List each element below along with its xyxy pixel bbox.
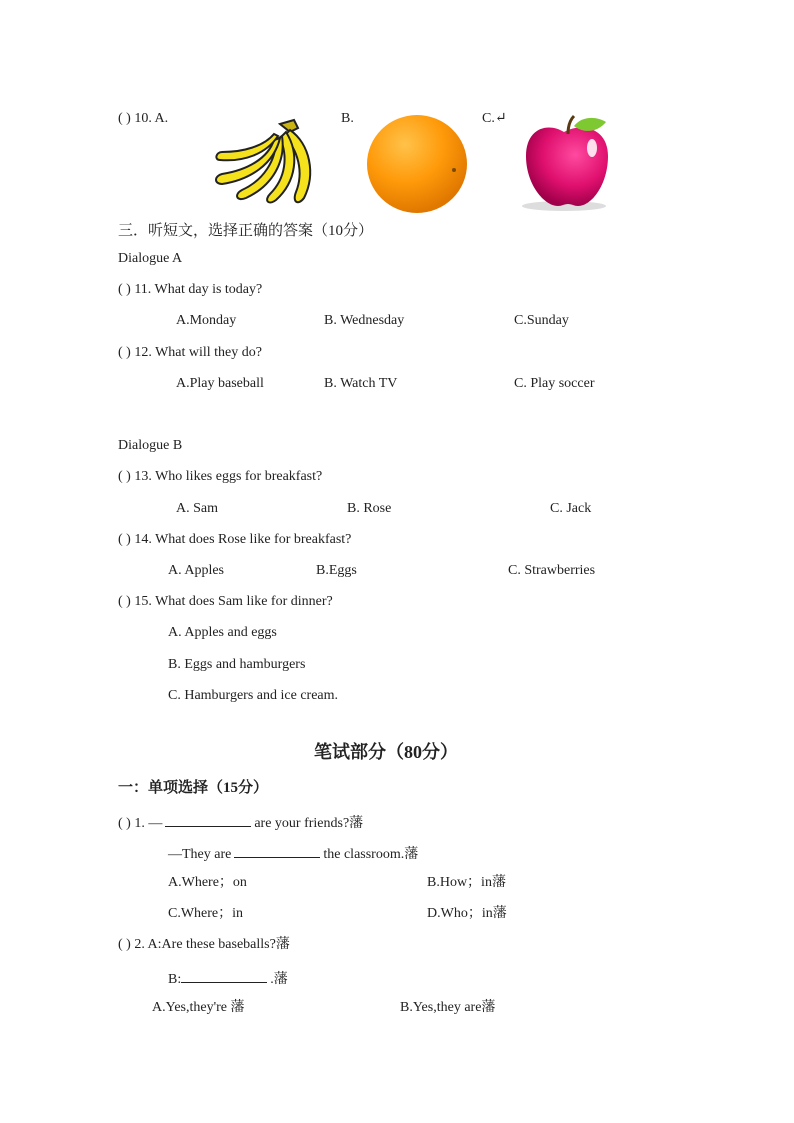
q1-stem-prefix: ( ) 1. — — [118, 816, 163, 831]
q15-stem: ( ) 15. What does Sam like for dinner? — [118, 594, 333, 609]
q1-option-c: C.Where；in — [168, 906, 244, 921]
q14-option-b: B.Eggs — [316, 563, 357, 578]
q2-answer-suffix: .藩 — [270, 972, 288, 987]
q11-option-a: A.Monday — [176, 313, 237, 328]
q1-reply-suffix: the classroom.藩 — [323, 847, 419, 862]
q12-option-b: B. Watch TV — [324, 376, 398, 391]
q1-blank-1[interactable] — [165, 812, 251, 827]
dialogue-a-label: Dialogue A — [118, 251, 183, 266]
q1-option-a: A.Where；on — [168, 875, 247, 890]
q12-stem: ( ) 12. What will they do? — [118, 345, 262, 360]
banana-image — [210, 114, 328, 212]
q1-reply — [168, 843, 418, 864]
q12-option-c: C. Play soccer — [514, 376, 595, 391]
q1-blank-2[interactable] — [234, 843, 320, 858]
q10-option-b-label: B. — [341, 111, 354, 126]
written-part-title: 笔试部分（80分） — [314, 742, 458, 762]
q2-blank[interactable] — [181, 968, 267, 983]
q15-option-a: A. Apples and eggs — [168, 625, 277, 640]
q14-option-a: A. Apples — [168, 563, 224, 578]
q14-option-c: C. Strawberries — [508, 563, 596, 578]
q2-answer-line — [168, 968, 288, 989]
section1-title: 一：单项选择（15分） — [118, 780, 269, 796]
q15-option-b: B. Eggs and hamburgers — [168, 657, 306, 672]
q10-option-c-label: C.↵ — [482, 111, 507, 126]
q2-option-b: B.Yes,they are藩 — [400, 1000, 496, 1015]
q2-option-a: A.Yes,they're 藩 — [152, 1000, 245, 1015]
apple-image — [508, 112, 620, 212]
q1-stem-suffix: are your friends?藩 — [254, 816, 364, 831]
q1-option-b: B.How；in藩 — [427, 875, 506, 890]
q10-stem: ( ) 10. A. — [118, 111, 169, 126]
part3-title: 三．听短文，选择正确的答案（10分） — [118, 223, 374, 239]
q11-stem: ( ) 11. What day is today? — [118, 282, 263, 297]
q15-option-c: C. Hamburgers and ice cream. — [168, 688, 339, 703]
q13-option-c: C. Jack — [550, 501, 592, 516]
q2-answer-prefix: B: — [168, 972, 182, 987]
q11-option-b: B. Wednesday — [324, 313, 405, 328]
q1-option-d: D.Who；in藩 — [427, 906, 507, 921]
q12-option-a: A.Play baseball — [176, 376, 264, 391]
q2-stem: ( ) 2. A:Are these baseballs?藩 — [118, 937, 290, 952]
q14-stem: ( ) 14. What does Rose like for breakfast? — [118, 532, 352, 547]
q11-option-c: C.Sunday — [514, 313, 569, 328]
q13-option-a: A. Sam — [176, 501, 218, 516]
q13-option-b: B. Rose — [347, 501, 392, 516]
orange-image — [364, 112, 470, 216]
q1-stem — [118, 812, 363, 833]
q1-reply-prefix: —They are — [168, 847, 232, 862]
dialogue-b-label: Dialogue B — [118, 438, 183, 453]
q13-stem: ( ) 13. Who likes eggs for breakfast? — [118, 469, 323, 484]
